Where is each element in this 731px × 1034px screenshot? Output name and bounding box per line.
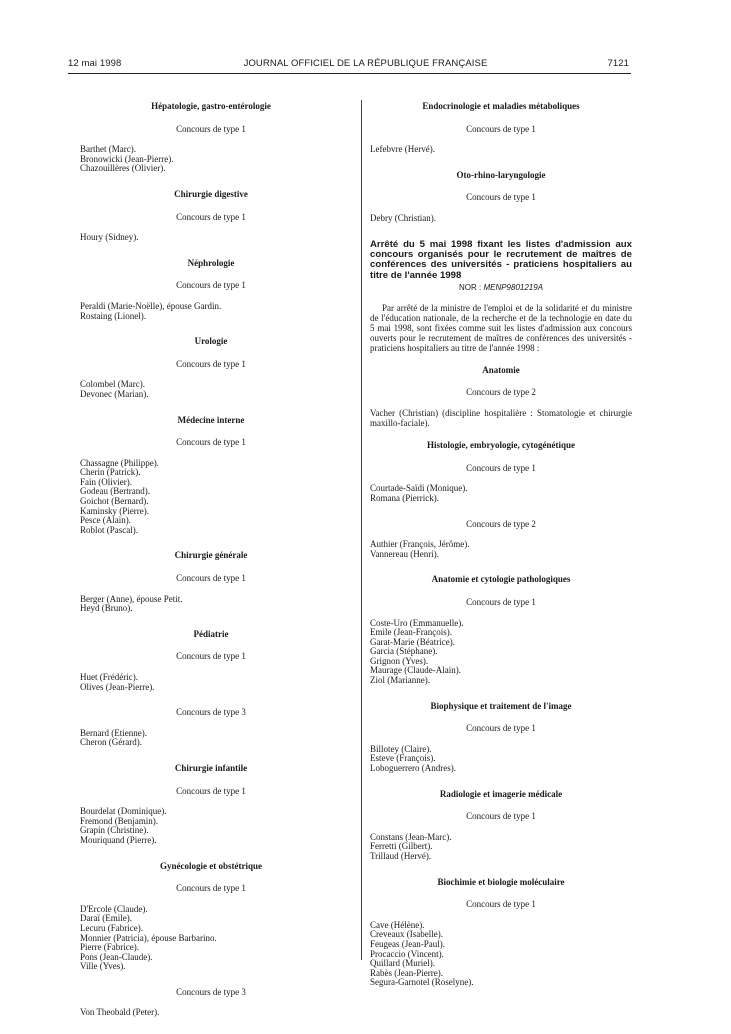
concours-label: Concours de type 1 <box>176 785 246 796</box>
section-title: Anatomie <box>482 364 520 375</box>
concours-label: Concours de type 1 <box>176 573 246 584</box>
section-title: Oto-rhino-laryngologie <box>456 169 546 180</box>
section-title: Chirurgie digestive <box>174 188 248 199</box>
list-item: Bronowicki (Jean-Pierre). <box>80 153 174 164</box>
list-item: Ziol (Marianne). <box>370 675 430 686</box>
section <box>370 441 632 559</box>
section <box>370 102 632 155</box>
list-item: Coste-Uro (Emmanuelle). <box>370 617 464 628</box>
list-item: Ferretti (Gilbert). <box>370 841 433 852</box>
section-title: Endocrinologie et maladies métaboliques <box>422 101 580 111</box>
list-item: Lefebvre (Hervé). <box>370 144 435 155</box>
name-list <box>80 145 342 174</box>
name-list <box>80 459 342 536</box>
concours-label: Concours de type 1 <box>176 211 246 222</box>
concours-label: Concours de type 1 <box>466 123 536 134</box>
list-item: Rabès (Jean-Pierre). <box>370 967 443 978</box>
header-title: JOURNAL OFFICIEL DE LA RÉPUBLIQUE FRANÇAISE <box>243 58 488 69</box>
list-item: Emile (Jean-François). <box>370 627 452 638</box>
list-item: Godeau (Bertrand). <box>80 486 150 497</box>
nor-reference <box>370 283 632 293</box>
section <box>370 790 632 862</box>
section-title: Médecine interne <box>177 414 245 425</box>
section <box>80 630 342 748</box>
name-list <box>370 540 632 559</box>
section <box>370 171 632 224</box>
list-item: Pierre (Fabrice). <box>80 942 139 953</box>
list-item: Olives (Jean-Pierre). <box>80 681 155 692</box>
list-item: Grignon (Yves). <box>370 655 429 666</box>
list-item: Peraldi (Marie-Noëlle), épouse Gardin. <box>80 300 222 311</box>
list-item: Goichot (Bernard). <box>80 496 149 507</box>
concours-label: Concours de type 1 <box>176 358 246 369</box>
list-item: Mouriquand (Pierre). <box>80 834 157 845</box>
name-list <box>370 484 632 503</box>
section-anatomie <box>370 366 632 428</box>
list-item: D'Ercole (Claude). <box>80 903 148 914</box>
concours-label: Concours de type 1 <box>466 899 536 910</box>
column-divider <box>361 100 362 960</box>
list-item: Pesce (Alain). <box>80 515 131 526</box>
header-page-number: 7121 <box>607 58 629 69</box>
right-column <box>370 102 632 1004</box>
concours-label: Concours de type 2 <box>466 387 536 398</box>
list-item: Garat-Marie (Béatrice). <box>370 636 455 647</box>
list-item: Trillaud (Hervé). <box>370 851 432 861</box>
list-item: Colombel (Marc). <box>80 379 145 390</box>
section-title: Hépatologie, gastro-entérologie <box>151 101 271 111</box>
list-item: Grapin (Christine). <box>80 825 149 836</box>
anatomie-text: Vacher (Christian) (discipline hospitalière : Stomatologie et chirurgie maxillo-faciale). <box>370 407 632 428</box>
list-item: Cherin (Patrick). <box>80 467 141 478</box>
list-item: Segura-Garnotel (Roselyne). <box>370 977 474 988</box>
name-list <box>80 673 342 692</box>
list-item: Kaminsky (Pierre). <box>80 505 149 516</box>
section <box>80 862 342 1019</box>
list-item: Maurage (Claude-Alain). <box>370 665 461 676</box>
list-item: Vannereau (Henri). <box>370 548 439 559</box>
section-title: Anatomie et cytologie pathologiques <box>431 574 571 585</box>
name-list <box>80 233 342 243</box>
arrete-title: Arrêté du 5 mai 1998 fixant les listes d'admission aux concours organisés pour le recrutement de maîtres de conférences des universités - praticiens hospitaliers au titre de l'année 1998 <box>370 238 632 281</box>
section <box>370 702 632 774</box>
section <box>80 551 342 613</box>
section <box>80 337 342 399</box>
name-list <box>370 214 632 224</box>
concours-label: Concours de type 1 <box>466 192 536 203</box>
section-title: Néphrologie <box>187 257 235 268</box>
name-list <box>80 807 342 845</box>
list-item: Lecuru (Fabrice). <box>80 922 143 933</box>
list-item: Feugeas (Jean-Paul). <box>370 938 445 949</box>
list-item: Daraï (Emile). <box>80 913 132 924</box>
list-item: Debry (Christian). <box>370 212 436 223</box>
list-item: Authier (François, Jérôme). <box>370 539 470 550</box>
concours-label: Concours de type 1 <box>176 280 246 291</box>
section-title: Radiologie et imagerie médicale <box>439 788 563 799</box>
concours-label: Concours de type 3 <box>176 707 246 718</box>
list-item: Esteve (François). <box>370 753 436 764</box>
arrete-paragraph: Par arrêté de la ministre de l'emploi et de la solidarité et du ministre de l'éducation nationale, de la recherche et de la technologie en date du 5 mai 1998, sont fixées comme suit les listes d'admission aux concours ouverts pour le recrutement de maîtres de conférences des universités - praticiens hospitaliers au titre de l'année 1998 : <box>370 302 632 353</box>
concours-label: Concours de type 1 <box>466 811 536 822</box>
name-list <box>80 380 342 399</box>
section <box>80 102 342 174</box>
right-top-sections <box>370 102 632 224</box>
nor-code: MENP9801219A <box>483 283 544 293</box>
list-item: Procaccio (Vincent). <box>370 948 444 959</box>
list-item: Loboguerrero (Andres). <box>370 763 456 774</box>
list-item: Cave (Hélène). <box>370 919 425 930</box>
list-item: Courtade-Saïdi (Monique). <box>370 483 468 494</box>
list-item: Quillard (Muriel). <box>370 958 435 969</box>
list-item: Creveaux (Isabelle). <box>370 929 443 940</box>
list-item: Monnier (Patricia), épouse Barbarino. <box>80 932 217 943</box>
concours-label: Concours de type 2 <box>466 518 536 529</box>
section-title: Urologie <box>194 336 228 347</box>
section-title: Biophysique et traitement de l'image <box>430 700 572 711</box>
section-title: Chirurgie infantile <box>174 762 248 773</box>
right-bottom-sections <box>370 441 632 988</box>
concours-label: Concours de type 1 <box>466 723 536 734</box>
list-item: Fain (Olivier). <box>80 476 132 487</box>
concours-label: Concours de type 1 <box>466 462 536 473</box>
list-item: Devonec (Marian). <box>80 388 149 399</box>
section <box>370 575 632 685</box>
list-item: Von Theobald (Peter). <box>80 1007 160 1018</box>
name-list <box>80 905 342 972</box>
section-title: Pédiatrie <box>193 628 229 639</box>
name-list <box>370 745 632 774</box>
list-item: Billotey (Claire). <box>370 743 432 754</box>
section-title: Chirurgie générale <box>174 550 248 561</box>
list-item: Huet (Frédéric). <box>80 672 138 682</box>
name-list <box>80 729 342 748</box>
nor-label: NOR : <box>458 283 482 293</box>
section <box>80 190 342 243</box>
list-item: Fremond (Benjamin). <box>80 815 158 826</box>
list-item: Ville (Yves). <box>80 961 126 972</box>
name-list <box>370 921 632 988</box>
concours-label: Concours de type 1 <box>466 596 536 607</box>
list-item: Berger (Anne), épouse Petit. <box>80 593 183 604</box>
list-item: Bourdelat (Dominique). <box>80 806 167 817</box>
list-item: Barthet (Marc). <box>80 144 136 155</box>
list-item: Chassagne (Philippe). <box>80 457 159 468</box>
concours-label: Concours de type 1 <box>176 883 246 894</box>
list-item: Rostaing (Lionel). <box>80 310 146 321</box>
section-title: Gynécologie et obstétrique <box>160 860 262 871</box>
name-list <box>370 619 632 686</box>
section <box>80 764 342 846</box>
list-item: Garcia (Stéphane). <box>370 646 438 657</box>
section <box>80 259 342 321</box>
header-date: 12 mai 1998 <box>68 58 122 69</box>
concours-label: Concours de type 1 <box>176 651 246 662</box>
list-item: Constans (Jean-Marc). <box>370 831 452 842</box>
name-list <box>80 302 342 321</box>
list-item: Romana (Pierrick). <box>370 492 439 503</box>
name-list <box>370 145 632 155</box>
list-item: Pons (Jean-Claude). <box>80 951 153 962</box>
header-rule <box>68 73 631 74</box>
list-item: Heyd (Bruno). <box>80 603 133 614</box>
list-item: Bernard (Etienne). <box>80 727 147 738</box>
section-title: Histologie, embryologie, cytogénétique <box>427 440 575 451</box>
name-list <box>80 1008 342 1018</box>
section <box>80 416 342 536</box>
list-item: Houry (Sidney). <box>80 232 139 243</box>
concours-label: Concours de type 1 <box>176 123 246 134</box>
left-column <box>80 102 342 1034</box>
name-list <box>80 595 342 614</box>
concours-label: Concours de type 3 <box>176 986 246 997</box>
section-title: Biochimie et biologie moléculaire <box>437 876 565 887</box>
list-item: Cheron (Gérard). <box>80 737 142 748</box>
concours-label: Concours de type 1 <box>176 437 246 448</box>
list-item: Roblot (Pascal). <box>80 524 138 535</box>
name-list <box>370 833 632 862</box>
list-item: Chazouillères (Olivier). <box>80 163 166 174</box>
section <box>370 878 632 988</box>
